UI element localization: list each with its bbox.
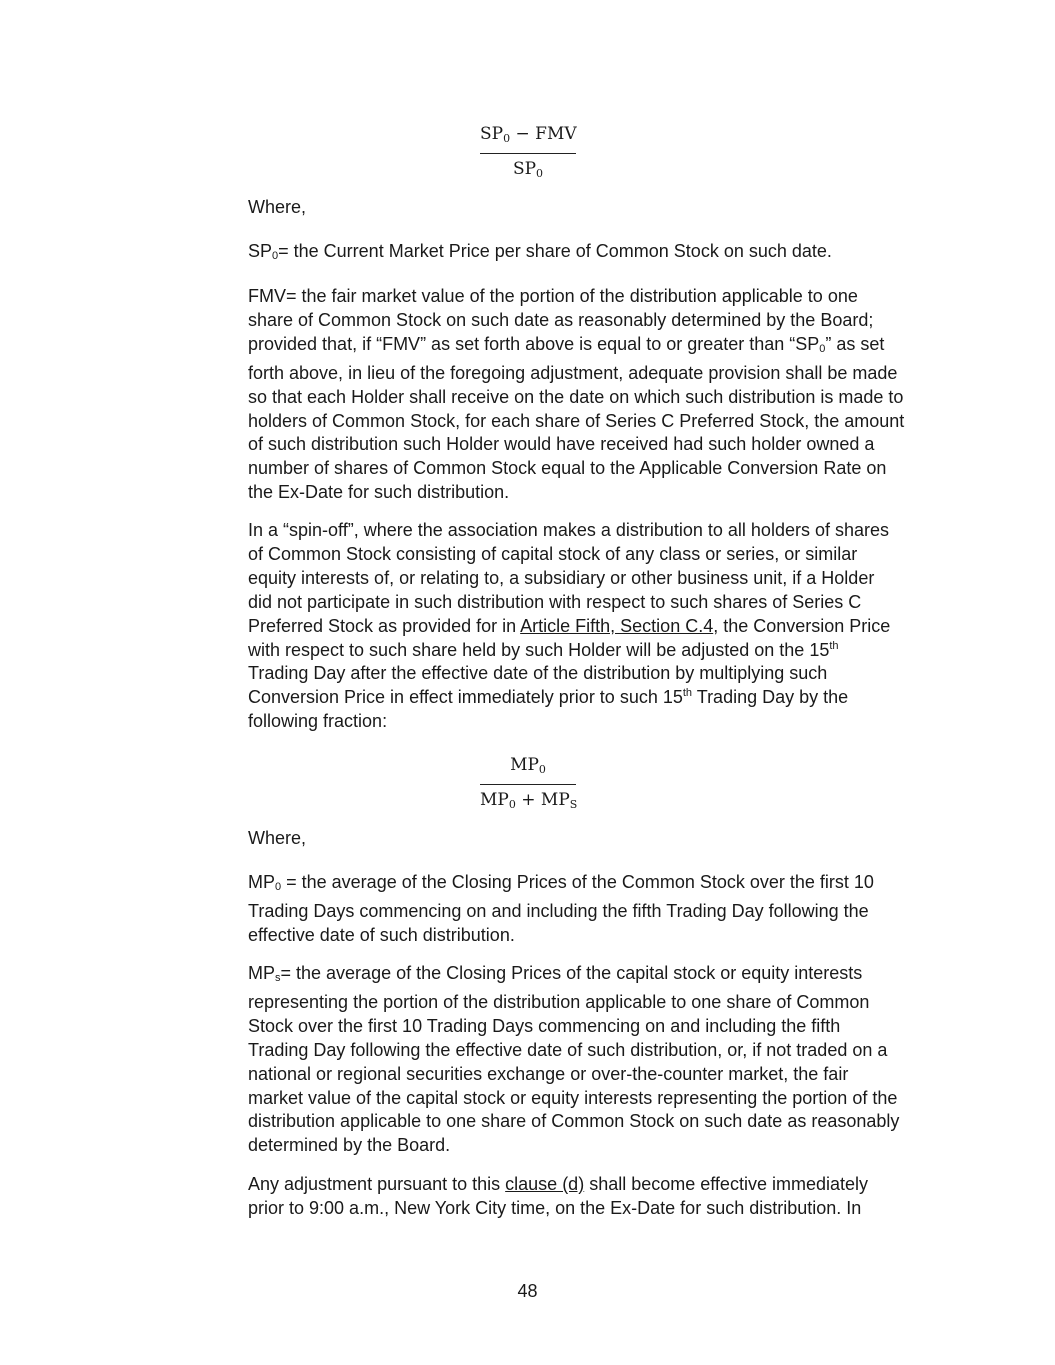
fmv-definition: FMV= the fair market value of the portion of the distribution applicable to one share of Common Stock on such date as reasonably determined by the Board; provided that, if “FMV” as set forth above is equal to or greater than “$SP_0$” as set forth above, in lieu of the foregoing adjustment, adequate provision shall be made so that each Holder shall receive on the date on which such distribution is made to holders of Common Stock, for each share of Series C Preferred Stock, the amount of such distribution such Holder would have received had such holder owned a number of shares of Common Stock equal to the Applicable Conversion Rate on the Ex-Date for such distribution. [248, 286, 905, 503]
spinoff-paragraph: In a “spin-off”, where the association makes a distribution to all holders of shares of Common Stock consisting of capital stock of any class or series, or similar equity interests of, or relating to, a subsidiary or other business unit, if a Holder did not participate in such distribution with respect to such shares of Series C Preferred Stock as provided for in Article Fifth, Section C.4, the Conversion Price with respect to such share held by such Holder will be adjusted on the 15th Trading Day after the effective date of the distribution by multiplying such Conversion Price in effect immediately prior to such 15th Trading Day by the following fraction: [248, 520, 891, 732]
mps-definition: $MP_s=$ the average of the Closing Prices of the capital stock or equity interests representing the portion of the distribution applicable to one share of Common Stock over the first 10 Trading Days commencing on and including the fifth Trading Day following the effective date of such distribution, or, if not traded on a national or regional securities exchange or over-the-counter market, the fair market value of the capital stock or equity interests representing the portion of the distribution applicable to one share of Common Stock on such date as reasonably determined by the Board. [248, 963, 900, 1156]
formula-mp-fraction [480, 753, 576, 817]
formula-numerator: $MP_0$ [510, 755, 546, 776]
formula-spinoff-adjustment-fraction [480, 122, 576, 186]
mp0-definition: $MP_0$ = the average of the Closing Prices of the Common Stock over the first 10 Trading Days commencing on and including the fifth Trading Day following the effective date of such distribution. [248, 872, 874, 945]
sp0-definition: $SP_0=$ the Current Market Price per share of Common Stock on such date. [248, 241, 832, 262]
where-label: Where, [248, 197, 307, 217]
page-number: 48 [517, 1281, 538, 1301]
fraction-bar [480, 784, 576, 785]
formula-denominator: $SP_0$ [512, 159, 544, 180]
article-fifth-section-reference: Article Fifth, Section C.4 [520, 615, 714, 636]
fraction-bar [480, 153, 576, 154]
formula-denominator: $MP_0 + MP_S$ [480, 790, 578, 811]
where-label: Where, [248, 828, 307, 848]
adjustment-paragraph: Any adjustment pursuant to this clause (d) shall become effective immediately prior to 9:00 a.m., New York City time, on the Ex-Date for such distribution. In [248, 1174, 868, 1218]
clause-d-reference: clause (d) [505, 1174, 585, 1194]
formula-numerator: $SP_0$ − FMV [480, 124, 577, 145]
